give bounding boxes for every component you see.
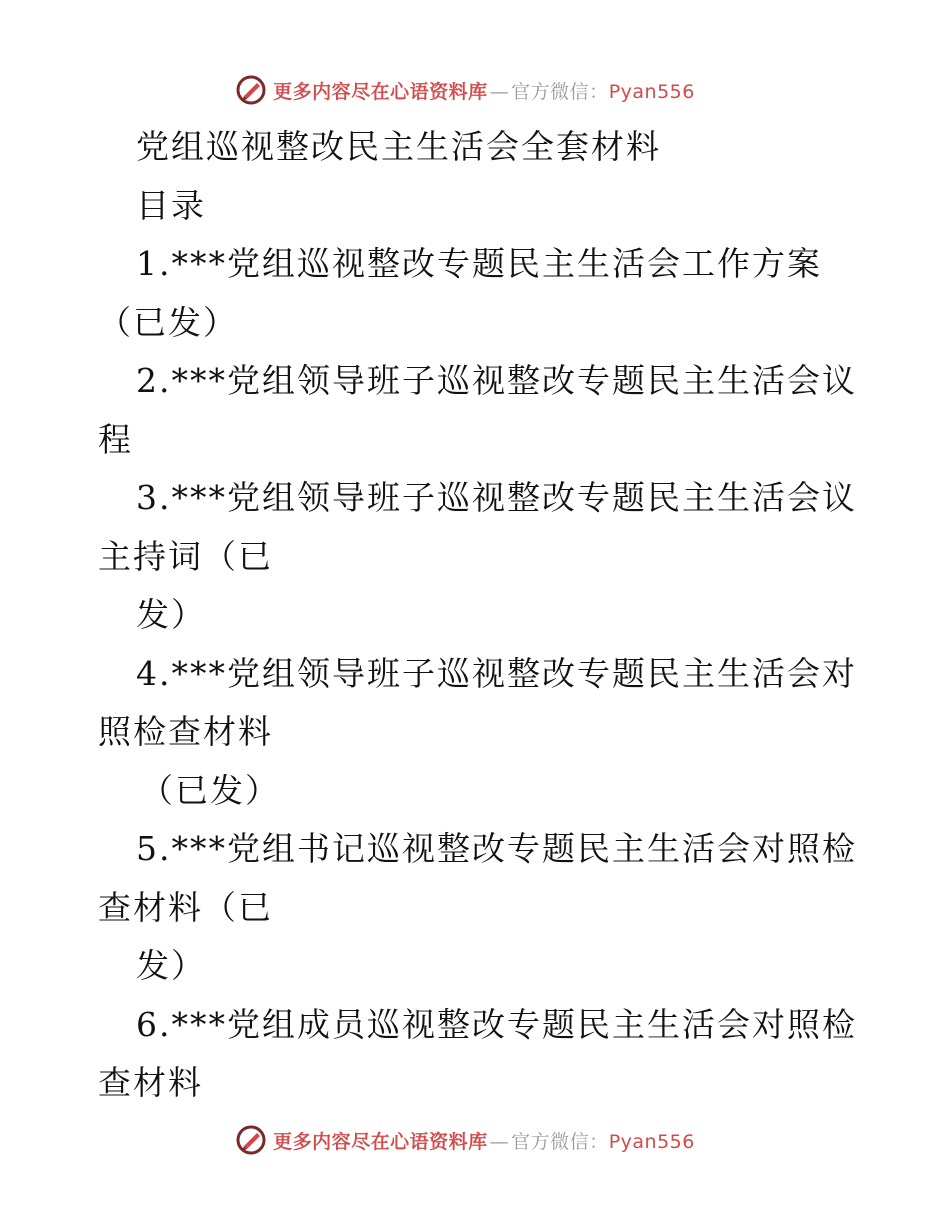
document-title: 党组巡视整改民主生活会全套材料 — [136, 127, 661, 166]
banner-wechat-handle: Pyan556 — [608, 1130, 695, 1153]
banner-dash: — — [489, 1130, 510, 1153]
footer-banner — [0, 1120, 950, 1160]
toc-line: 发） — [136, 595, 206, 634]
toc-line: 主持词（已 — [98, 536, 273, 576]
toc-line: 2.***党组领导班子巡视整改专题民主生活会议 — [136, 361, 857, 400]
banner-content — [235, 74, 695, 106]
banner-wechat-handle: Pyan556 — [608, 80, 695, 103]
toc-line: （已发） — [140, 770, 280, 810]
banner-content — [235, 1124, 695, 1156]
header-banner — [0, 70, 950, 110]
toc-line: 照检查材料 — [98, 712, 273, 751]
toc-line: 3.***党组领导班子巡视整改专题民主生活会议 — [136, 478, 857, 517]
toc-line: 4.***党组领导班子巡视整改专题民主生活会对 — [136, 653, 857, 693]
banner-wechat-label: 官方微信： — [511, 80, 609, 103]
banner-slogan: 更多内容尽在心语资料库 — [273, 80, 488, 103]
banner-text — [273, 1127, 695, 1154]
toc-line: （已发） — [98, 302, 238, 342]
toc-line: 5.***党组书记巡视整改专题民主生活会对照检 — [136, 829, 857, 868]
pen-logo-icon — [235, 1124, 267, 1156]
toc-line: 查材料 — [98, 1063, 203, 1102]
toc-line: 1.***党组巡视整改专题民主生活会工作方案 — [136, 244, 822, 283]
toc-line: 查材料（已 — [98, 887, 273, 927]
toc-heading: 目录 — [136, 185, 206, 225]
toc-line: 程 — [98, 419, 133, 459]
pen-logo-icon — [235, 74, 267, 106]
banner-dash: — — [489, 80, 510, 103]
banner-text — [273, 77, 695, 104]
toc-line: 发） — [136, 946, 206, 985]
document-body — [98, 118, 857, 1113]
banner-slogan: 更多内容尽在心语资料库 — [273, 1130, 488, 1153]
banner-wechat-label: 官方微信： — [511, 1130, 609, 1153]
toc-line: 6.***党组成员巡视整改专题民主生活会对照检 — [136, 1004, 857, 1044]
